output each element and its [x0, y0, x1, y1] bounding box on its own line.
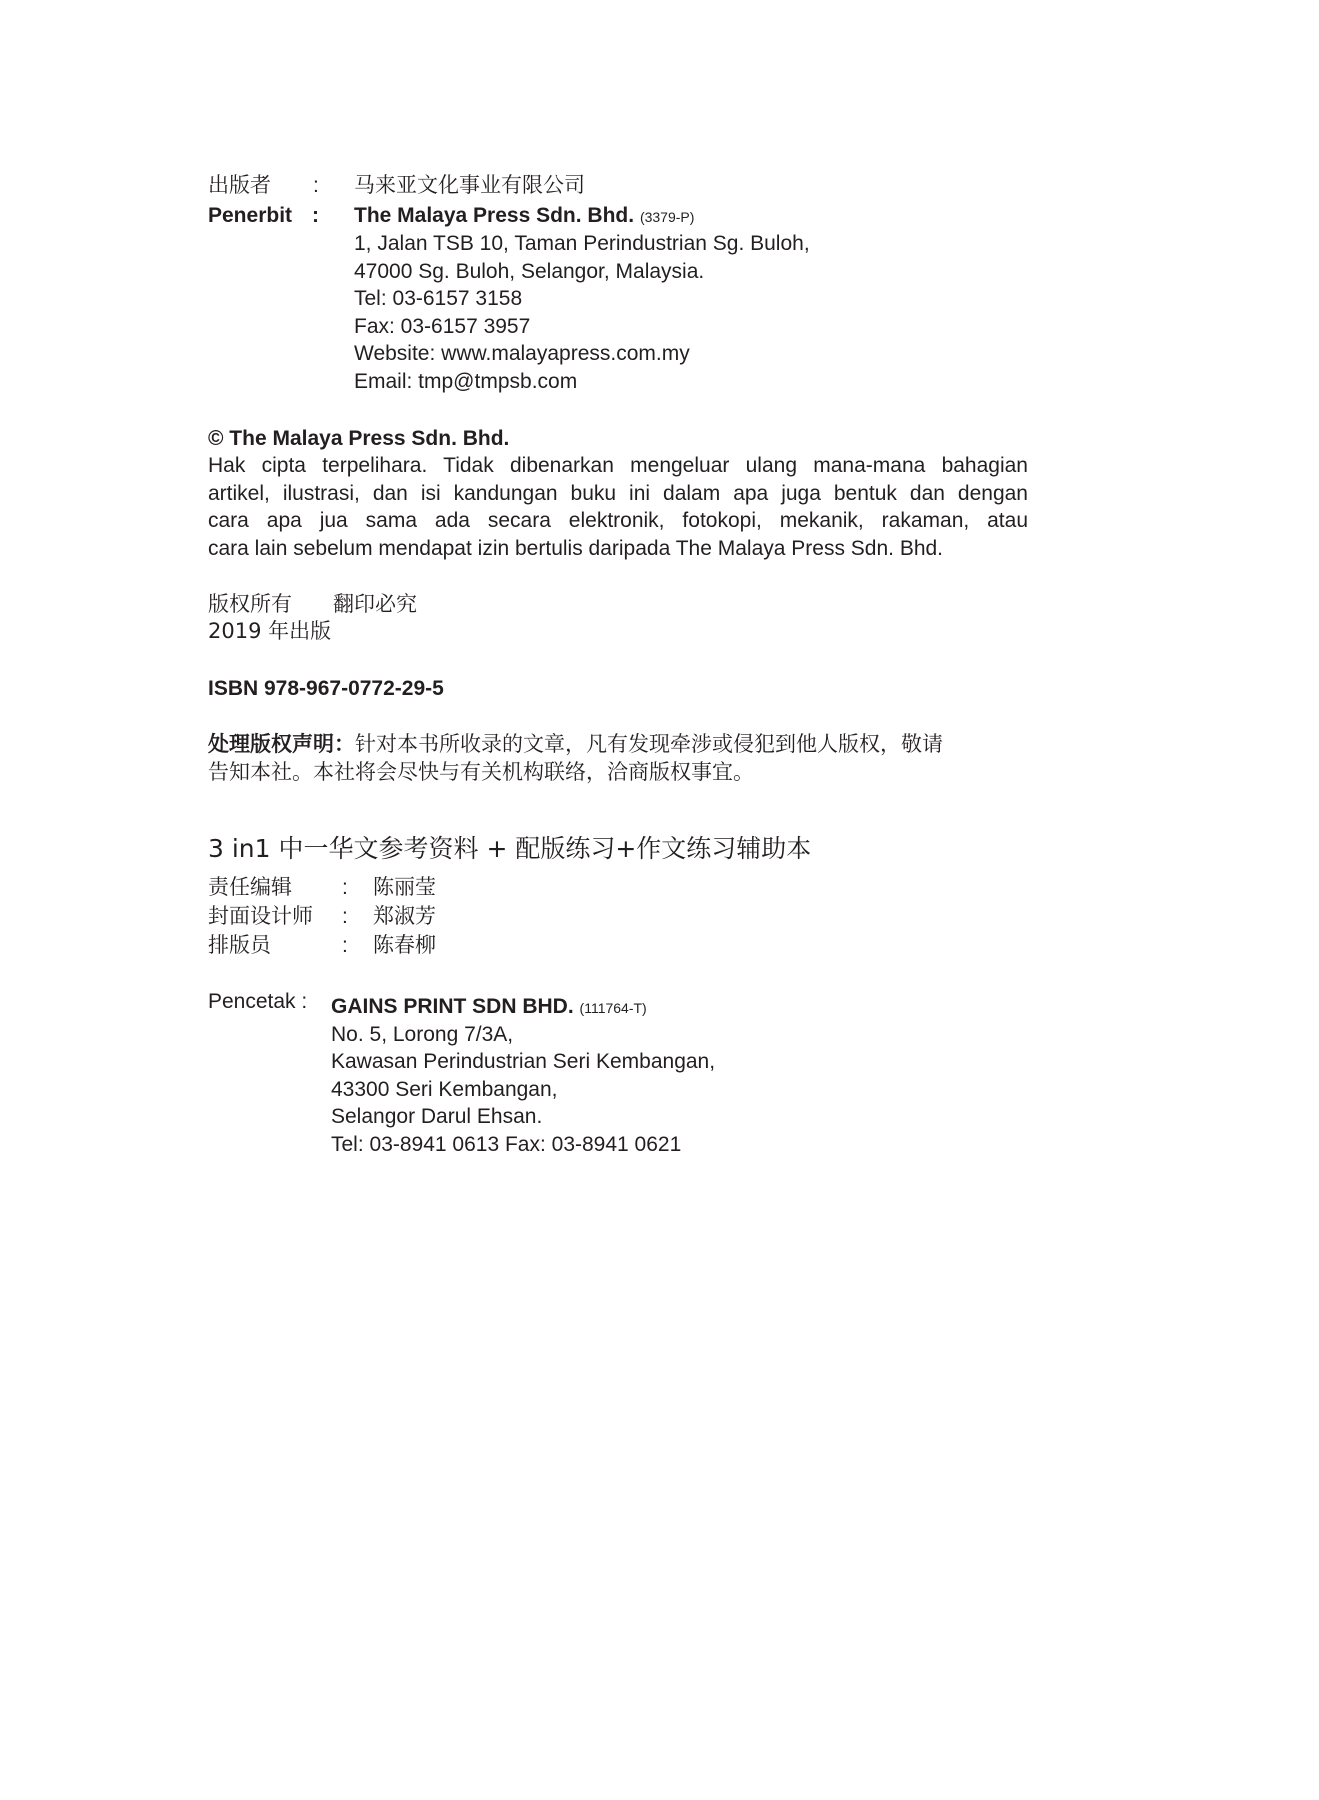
credit-role: 责任编辑: [208, 875, 292, 899]
copyright-notice-line: artikel, ilustrasi, dan isi kandungan buku ini dalam apa juga bentuk dan dengan: [208, 481, 1028, 505]
reproduction-prohibited-cn: 翻印必究: [333, 592, 417, 616]
publisher-tel: Tel: 03-6157 3158: [354, 287, 523, 310]
publisher-email: Email: tmp@tmpsb.com: [354, 370, 578, 393]
publisher-label-en: Penerbit: [208, 204, 293, 227]
publisher-name-line: [354, 202, 694, 231]
printer-label: Pencetak :: [208, 990, 308, 1013]
publisher-address-line: 1, Jalan TSB 10, Taman Perindustrian Sg. Buloh,: [354, 232, 810, 255]
printer-reg-no: (111764-T): [579, 1000, 647, 1016]
printer-name: GAINS PRINT SDN BHD.: [331, 995, 574, 1018]
publisher-label-en-colon: :: [312, 204, 319, 227]
copyright-notice: [208, 452, 1028, 562]
copyright-handling-label: 处理版权声明：: [208, 732, 355, 756]
copyright-notice-line: Hak cipta terpelihara. Tidak dibenarkan mengeluar ulang mana-mana bahagian: [208, 454, 1028, 477]
printer-address-line: Kawasan Perindustrian Seri Kembangan,: [331, 1050, 716, 1073]
publisher-reg-no: (3379-P): [639, 209, 695, 225]
credit-colon: :: [342, 876, 348, 899]
credit-name: 陈春柳: [373, 933, 436, 957]
credit-name: 陈丽莹: [373, 875, 436, 899]
publisher-label-cn-colon: :: [313, 174, 319, 197]
credit-colon: :: [342, 905, 348, 928]
publisher-address-line: 47000 Sg. Buloh, Selangor, Malaysia.: [354, 260, 705, 283]
book-title: 3 in1 中一华文参考资料 + 配版练习+作文练习辅助本: [208, 834, 812, 863]
copyright-notice-line: cara lain sebelum mendapat izin bertulis daripada The Malaya Press Sdn. Bhd.: [208, 536, 944, 560]
publisher-name-en: The Malaya Press Sdn. Bhd.: [354, 204, 635, 227]
copyright-handling-line-1: [208, 731, 943, 758]
printer-contact: Tel: 03-8941 0613 Fax: 03-8941 0621: [331, 1133, 682, 1156]
rights-reserved-cn: 版权所有: [208, 592, 292, 616]
copyright-notice-line: cara apa jua sama ada secara elektronik, fotokopi, mekanik, rakaman, atau: [208, 509, 1028, 532]
printer-address-line: Selangor Darul Ehsan.: [331, 1105, 543, 1128]
credit-colon: :: [342, 934, 348, 957]
printer-address-line: No. 5, Lorong 7/3A,: [331, 1023, 514, 1046]
publisher-name-cn: 马来亚文化事业有限公司: [354, 173, 585, 197]
publisher-label-cn: 出版者: [208, 173, 271, 197]
publisher-fax: Fax: 03-6157 3957: [354, 315, 531, 338]
credit-role: 排版员: [208, 933, 271, 957]
credit-name: 郑淑芳: [373, 904, 436, 928]
isbn: ISBN 978-967-0772-29-5: [208, 677, 444, 700]
publisher-website: Website: www.malayapress.com.my: [354, 342, 690, 365]
credit-role: 封面设计师: [208, 904, 313, 928]
copyright-handling-text: 针对本书所收录的文章，凡有发现牵涉或侵犯到他人版权，敬请: [355, 732, 943, 756]
printer-address-line: 43300 Seri Kembangan,: [331, 1078, 558, 1101]
year-published: 2019 年出版: [208, 619, 332, 643]
copyright-heading: © The Malaya Press Sdn. Bhd.: [208, 427, 510, 450]
copyright-handling-line-2: 告知本社。本社将会尽快与有关机构联络，洽商版权事宜。: [208, 760, 754, 784]
printer-name-line: [331, 993, 647, 1022]
